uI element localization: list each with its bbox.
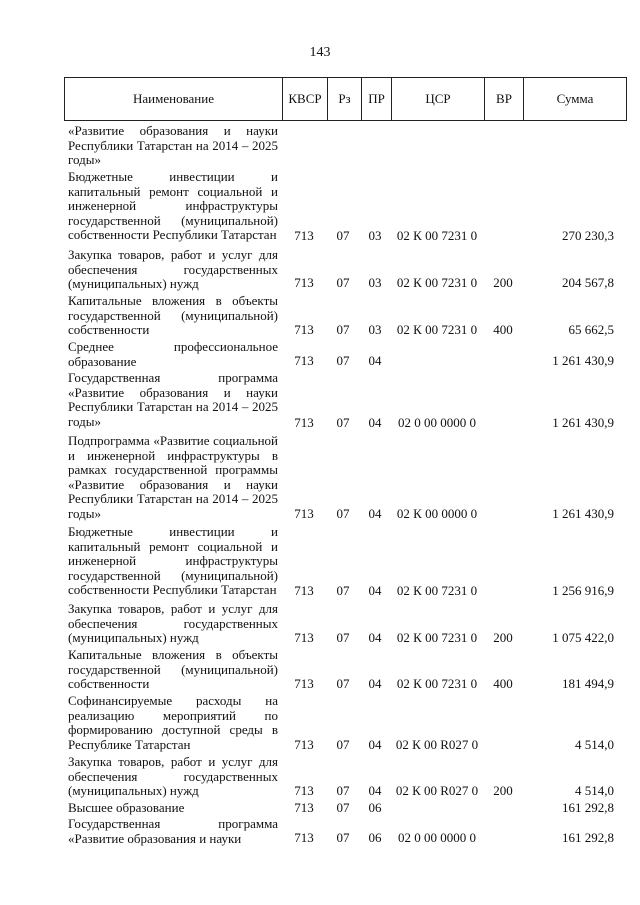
row-csr: 02 К 00 7231 0: [396, 676, 478, 691]
row-sum: 161 292,8: [562, 830, 614, 845]
row-kvsr: 713: [294, 676, 314, 691]
row-rz: 07: [336, 322, 350, 337]
row-pr: 03: [368, 322, 382, 337]
row-name: Капитальные вложения в объекты государственной (муниципальной) собственности: [68, 293, 278, 338]
row-vr: 200: [493, 275, 513, 290]
row-rz: 07: [336, 506, 350, 521]
table-row: [0, 371, 640, 432]
row-pr: 04: [368, 583, 382, 598]
row-csr: 02 К 00 7231 0: [396, 275, 478, 290]
column-header-sum: Сумма: [523, 78, 626, 120]
row-kvsr: 713: [294, 322, 314, 337]
row-kvsr: 713: [294, 415, 314, 430]
table-row: [0, 124, 640, 168]
row-sum: 4 514,0: [575, 783, 614, 798]
row-rz: 07: [336, 783, 350, 798]
row-name: Высшее образование: [68, 800, 185, 815]
row-pr: 04: [368, 415, 382, 430]
table-row: [0, 648, 640, 693]
row-csr: 02 К 00 7231 0: [396, 322, 478, 337]
row-kvsr: 713: [294, 630, 314, 645]
row-pr: 03: [368, 275, 382, 290]
row-sum: 1 261 430,9: [552, 415, 614, 430]
page-number: 143: [309, 45, 331, 60]
row-name: Капитальные вложения в объекты государственной (муниципальной) собственности: [68, 647, 278, 692]
row-rz: 07: [336, 800, 350, 815]
row-kvsr: 713: [294, 275, 314, 290]
row-name: Бюджетные инвестиции и капитальный ремонт социальной и инженерной инфраструктуры государственной (муниципальной) собственности Республики Татарстан: [68, 524, 278, 598]
row-sum: 204 567,8: [562, 275, 614, 290]
row-kvsr: 713: [294, 783, 314, 798]
row-kvsr: 713: [294, 506, 314, 521]
row-name: Закупка товаров, работ и услуг для обеспечения государственных (муниципальных) нужд: [68, 754, 278, 799]
row-csr: 02 К 00 R027 0: [395, 783, 479, 798]
row-sum: 1 261 430,9: [552, 353, 614, 368]
row-vr: 400: [493, 322, 513, 337]
row-name: Закупка товаров, работ и услуг для обеспечения государственных (муниципальных) нужд: [68, 601, 278, 646]
row-pr: 04: [368, 506, 382, 521]
row-pr: 06: [368, 830, 382, 845]
row-csr: 02 К 00 0000 0: [396, 506, 478, 521]
row-sum: 4 514,0: [575, 737, 614, 752]
row-name: Подпрограмма «Развитие социальной и инженерной инфраструктуры в рамках государственной программы «Развитие образования и науки Республики Татарстан на 2014 – 2025 годы»: [68, 433, 278, 521]
row-csr: 02 К 00 7231 0: [396, 583, 478, 598]
table-row: [0, 755, 640, 800]
row-name: Софинансируемые расходы на реализацию мероприятий по формированию доступной среды в Республике Татарстан: [68, 693, 278, 752]
column-header-pr: ПР: [361, 78, 391, 120]
row-rz: 07: [336, 415, 350, 430]
row-pr: 04: [368, 630, 382, 645]
row-pr: 03: [368, 228, 382, 243]
column-header-kvsr: КВСР: [282, 78, 327, 120]
row-csr: 02 0 00 0000 0: [398, 415, 476, 430]
row-csr: 02 К 00 R027 0: [395, 737, 479, 752]
row-name: Закупка товаров, работ и услуг для обеспечения государственных (муниципальных) нужд: [68, 247, 278, 292]
row-kvsr: 713: [294, 353, 314, 368]
row-kvsr: 713: [294, 800, 314, 815]
row-sum: 1 075 422,0: [552, 630, 614, 645]
row-sum: 161 292,8: [562, 800, 614, 815]
row-kvsr: 713: [294, 830, 314, 845]
row-name: Бюджетные инвестиции и капитальный ремонт социальной и инженерной инфраструктуры государственной (муниципальной) собственности Республики Татарстан: [68, 169, 278, 243]
row-rz: 07: [336, 737, 350, 752]
table-row: [0, 801, 640, 817]
row-rz: 07: [336, 583, 350, 598]
row-sum: 1 261 430,9: [552, 506, 614, 521]
row-name: «Развитие образования и науки Республики Татарстан на 2014 – 2025 годы»: [68, 123, 278, 168]
row-rz: 07: [336, 630, 350, 645]
row-name: Среднее профессиональное образование: [68, 339, 278, 369]
row-name: Государственная программа «Развитие образования и науки Республики Татарстан на 2014 – 2025 годы»: [68, 370, 278, 429]
row-pr: 04: [368, 353, 382, 368]
row-vr: 400: [493, 676, 513, 691]
row-csr: 02 К 00 7231 0: [396, 630, 478, 645]
row-kvsr: 713: [294, 583, 314, 598]
row-vr: 200: [493, 783, 513, 798]
row-rz: 07: [336, 353, 350, 368]
column-header-name: Наименование: [133, 91, 214, 106]
row-pr: 04: [368, 783, 382, 798]
column-header-csr: ЦСР: [391, 78, 484, 120]
row-sum: 181 494,9: [562, 676, 614, 691]
row-kvsr: 713: [294, 737, 314, 752]
table-row: [0, 434, 640, 523]
row-rz: 07: [336, 228, 350, 243]
column-header-rz: Рз: [327, 78, 361, 120]
column-header-vr: ВР: [484, 78, 523, 120]
table-row: [0, 525, 640, 600]
row-sum: 1 256 916,9: [552, 583, 614, 598]
table-row: [0, 817, 640, 847]
row-pr: 06: [368, 800, 382, 815]
row-vr: 200: [493, 630, 513, 645]
row-sum: 270 230,3: [562, 228, 614, 243]
row-rz: 07: [336, 676, 350, 691]
table-header: [64, 77, 627, 121]
row-name: Государственная программа «Развитие образования и науки: [68, 816, 278, 846]
row-csr: 02 К 00 7231 0: [396, 228, 478, 243]
row-pr: 04: [368, 737, 382, 752]
table-row: [0, 340, 640, 370]
table-row: [0, 602, 640, 647]
table-row: [0, 170, 640, 245]
row-pr: 04: [368, 676, 382, 691]
table-row: [0, 294, 640, 339]
table-row: [0, 248, 640, 292]
row-rz: 07: [336, 275, 350, 290]
row-csr: 02 0 00 0000 0: [398, 830, 476, 845]
row-kvsr: 713: [294, 228, 314, 243]
row-sum: 65 662,5: [568, 322, 614, 337]
table-row: [0, 694, 640, 754]
row-rz: 07: [336, 830, 350, 845]
